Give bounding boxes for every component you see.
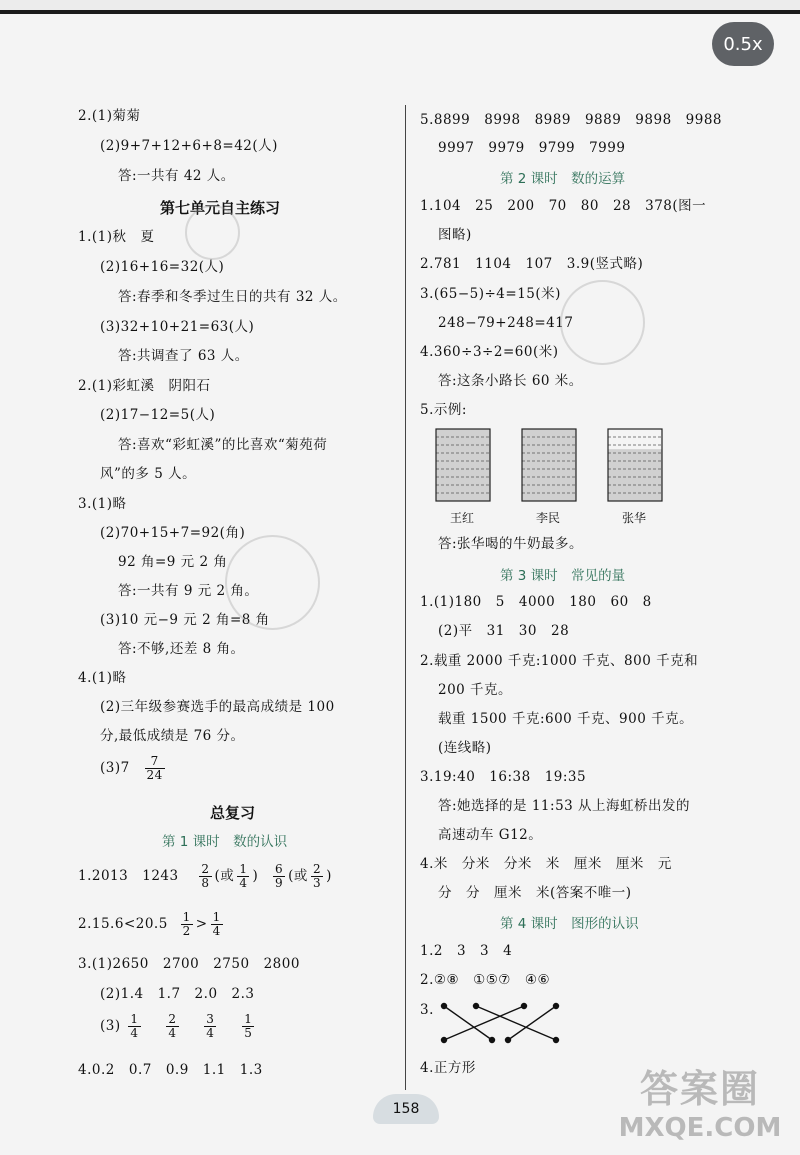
answer-line: 1.(1)180 5 4000 180 60 8 [420,594,652,610]
lesson-title: 第 1 课时 数的认识 [162,834,288,850]
answer-line: 答:她选择的是 11:53 从上海虹桥出发的 [438,798,691,814]
answer-line: 4.正方形 [420,1060,476,1076]
matching-lines-diagram [440,1000,570,1045]
fraction: $\frac{2}{8}$ [201,862,210,890]
answer-line: (2)17−12=5(人) [100,407,216,423]
milk-bar [522,429,576,501]
answer-line: 4.米 分米 分米 米 厘米 厘米 元 [420,856,672,872]
fraction: $\frac{7}{24}$ [146,754,163,782]
bar-label: 王红 [450,511,475,525]
answer-line: 4.0.2 0.7 0.9 1.1 1.3 [78,1062,263,1078]
lesson-title: 第 4 课时 图形的认识 [500,916,639,932]
answer-line: 2.(1)菊菊 [78,108,141,124]
answer-line: 2.781 1104 107 3.9(竖式略) [420,256,644,272]
section-title: 第七单元自主练习 [160,199,281,217]
answer-line: 2.②⑧ ①⑤⑦ ④⑥ [420,972,551,988]
bar-label: 张华 [622,511,647,525]
answer-line: 答:这条小路长 60 米。 [438,373,583,389]
answer-line: 1.(1)秋 夏 [78,229,155,245]
answer-line: 9997 9979 9799 7999 [438,140,626,156]
fraction: $\frac{1}{5}$ [244,1012,253,1040]
answer-line: 92 角=9 元 2 角 [118,554,228,570]
milk-bar [436,429,490,501]
answer-line: (2)16+16=32(人) [100,259,225,275]
column-divider [405,105,406,1090]
fraction: $\frac{1}{2}$ [182,910,191,938]
answer-line: 答:一共有 42 人。 [118,168,235,184]
answer-line: (2)平 31 30 28 [438,623,570,639]
answer-line: 分,最低成绩是 76 分。 [100,728,245,744]
answer-line: 答:张华喝的牛奶最多。 [438,536,584,552]
answer-line: 答:喜欢“彩虹溪”的比喜欢“菊苑荷 [118,437,328,453]
watermark-line1: 答案圈 [639,1067,760,1111]
answer-line: (3)10 元−9 元 2 角=8 角 [100,612,270,628]
site-watermark [600,1058,800,1153]
lesson-title: 第 3 课时 常见的量 [500,568,626,584]
top-edge [0,0,800,14]
answer-line: (2)1.4 1.7 2.0 2.3 [100,986,255,1002]
answer-line: 答:春季和冬季过生日的共有 32 人。 [118,289,347,305]
answer-line: 3.(65−5)÷4=15(米) [420,286,561,302]
answer-line: 200 千克。 [438,682,513,698]
zoom-badge[interactable]: 0.5x [712,22,774,66]
answer-line: (2)9+7+12+6+8=42(人) [100,138,278,154]
answer-line: 248−79+248=417 [438,315,574,331]
answer-line: 图略) [438,227,472,243]
answer-line: 高速动车 G12。 [438,827,543,843]
answer-line: 分 分 厘米 米(答案不唯一) [438,885,632,901]
answer-line: 5.示例: [420,402,467,418]
answer-line: 2.(1)彩虹溪 阴阳石 [78,378,211,394]
answer-line-fraction: (3) $\frac{1}{4}$ $\frac{2}{4}$ $\frac{3}{4}$ $\frac{1}{5}$ [100,1012,253,1040]
milk-bar [608,429,662,501]
answer-line: 答:不够,还差 8 角。 [118,641,245,657]
answer-line: (2)三年级参赛选手的最高成绩是 100 [100,699,335,715]
answer-line: 1.104 25 200 70 80 28 378(图一 [420,198,707,214]
answer-line: 载重 1500 千克:600 千克、900 千克。 [438,711,694,727]
milk-bar-diagrams [430,425,690,507]
fraction: $\frac{1}{4}$ [239,862,248,890]
answer-page [60,95,760,1135]
answer-line-fraction: 2.15.6<20.5 $\frac{1}{2}$ > $\frac{1}{4}$ [78,910,221,938]
answer-line: 3. [420,1002,434,1018]
label: (3)7 [100,760,130,776]
lesson-title: 第 2 课时 数的运算 [500,171,626,187]
fraction: $\frac{1}{4}$ [212,910,221,938]
answer-line: (连线略) [438,740,492,756]
fraction: $\frac{3}{4}$ [206,1012,215,1040]
review-title: 总复习 [210,804,256,822]
fraction: $\frac{1}{4}$ [130,1012,139,1040]
fraction: $\frac{2}{3}$ [312,862,322,890]
answer-line: 2.载重 2000 千克:1000 千克、800 千克和 [420,653,699,669]
fraction: $\frac{2}{4}$ [168,1012,177,1040]
page-number: 158 [373,1094,439,1124]
answer-line: 3.19:40 16:38 19:35 [420,769,587,785]
faint-stamp [185,205,240,260]
faint-stamp [560,280,645,365]
answer-line: 答:一共有 9 元 2 角。 [118,583,259,599]
answer-line: (2)70+15+7=92(角) [100,525,246,541]
answer-line: 5.8899 8998 8989 9889 9898 9988 [420,112,723,128]
answer-line: 3.(1)略 [78,496,127,512]
answer-line: 答:共调查了 63 人。 [118,348,249,364]
answer-line: (3)32+10+21=63(人) [100,319,255,335]
bar-label: 李民 [536,511,561,525]
answer-line: 4.(1)略 [78,670,127,686]
answer-line: 风”的多 5 人。 [100,466,197,482]
answer-line-fraction [100,755,168,782]
answer-line: 4.360÷3÷2=60(米) [420,344,559,360]
answer-line: 1.2 3 3 4 [420,943,513,959]
answer-line: 3.(1)2650 2700 2750 2800 [78,956,300,972]
fraction: $\frac{6}{9}$ [275,862,284,890]
watermark-line2: MXQE.COM [618,1113,782,1143]
faint-stamp [225,535,320,630]
answer-line-fraction: 1.2013 1243 $\frac{2}{8}$ (或 $\frac{1}{4}$ ) $\frac{6}{9}$ (或 $\frac{2}{3}$ ) [78,862,332,890]
